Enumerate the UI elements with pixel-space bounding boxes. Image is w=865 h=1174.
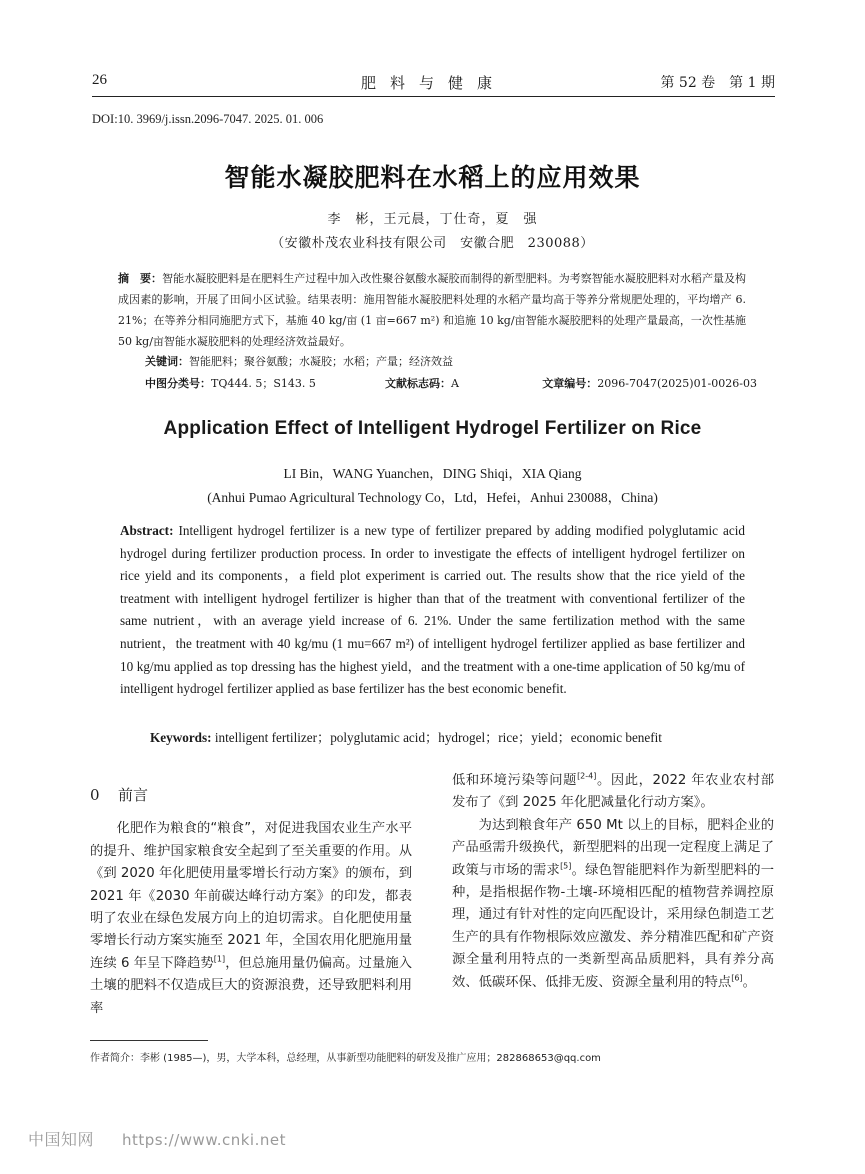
running-header [92, 72, 775, 94]
english-affiliation: (Anhui Pumao Agricultural Technology Co，Ltd，Hefei，Anhui 230088，China) [207, 490, 658, 505]
citation: [1] [213, 954, 226, 964]
watermark-url: https://www.cnki.net [122, 1131, 286, 1149]
chinese-title: 智能水凝胶肥料在水稻上的应用效果 [224, 163, 641, 192]
citation: [6] [731, 973, 743, 983]
watermark-name: 中国知网 [28, 1130, 95, 1149]
paragraph-text: ，但总施用量仍偏高。过量施入土壤的肥料不仅造成巨大的资源浪费，还导致肥料利用率 [90, 955, 412, 1016]
english-keywords-text: intelligent fertilizer；polyglutamic acid；hydrogel；rice；yield；economic benefit [214, 730, 662, 745]
section-number: 0 [90, 786, 100, 804]
clc-number [145, 375, 316, 391]
paragraph [452, 770, 774, 815]
chinese-keywords-label: 关键词： [145, 355, 189, 368]
chinese-abstract-text: 智能水凝胶肥料是在肥料生产过程中加入改性聚谷氨酸水凝胶而制得的新型肥料。为考察智能水凝胶肥料对水稻产量及构成因素的影响，开展了田间小区试验。结果表明：施用智能水凝胶肥料处理的水稻产量均高于等养分常规肥处理的，平均增产 6. 21%；在等养分相同施肥方式下，基施 40 kg/亩 (1 亩=667 m²) 和追施 10 kg/亩智能水凝胶肥料的处理产量最高，一次性基施 50 kg/亩智能水凝胶肥料的处理经济效益最好。 [118, 272, 747, 348]
doi: DOI:10. 3969/j.issn.2096-7047. 2025. 01. 006 [92, 112, 324, 126]
section-title: 前言 [118, 786, 149, 804]
classification-row [145, 375, 757, 391]
section-heading [90, 784, 412, 806]
chinese-keywords [145, 353, 745, 369]
paragraph-text: 。 [742, 974, 756, 990]
english-abstract [120, 520, 745, 701]
paragraph [90, 818, 412, 1020]
english-abstract-label: Abstract: [120, 523, 174, 538]
chinese-authors: 李 彬，王元晨，丁仕奇，夏 强 [327, 212, 538, 227]
citation: [2-4] [577, 771, 597, 781]
article-number-label: 文章编号： [542, 377, 598, 390]
author-footnote: 作者简介：李彬 (1985—)，男，大学本科，总经理，从事新型功能肥料的研发及推广应用；282868653@qq.com [90, 1053, 601, 1064]
paragraph-text: 。绿色智能肥料作为新型肥料的一种，是指根据作物-土壤-环境相匹配的植物营养调控原理，通过有针对性的定向匹配设计，采用绿色制造工艺生产的具有作物根际效应激发、养分精准匹配和矿产资源全量利用特点的一类新型高品质肥料，具有养分高效、低碳环保、低排无废、资源全量利用的特点 [452, 862, 775, 990]
citation: [5] [560, 861, 572, 871]
cnki-watermark [28, 1127, 286, 1150]
article-number-value: 2096-7047(2025)01-0026-03 [597, 377, 757, 390]
header-rule [92, 96, 775, 97]
journal-name: 肥料与健康 [360, 74, 506, 92]
document-code-value: A [451, 377, 459, 390]
paragraph [452, 815, 774, 994]
document-code-label: 文献标志码： [385, 377, 451, 390]
paragraph-text: 低和环境污染等问题 [452, 773, 578, 788]
paragraph-text: 。因此，2022 年农业农村部发布了《到 2025 年化肥减量化行动方案》。 [452, 773, 774, 811]
chinese-keywords-text: 智能肥料；聚谷氨酸；水凝胶；水稻；产量；经济效益 [189, 355, 453, 368]
english-title: Application Effect of Intelligent Hydrogel Fertilizer on Rice [163, 418, 702, 439]
clc-label: 中图分类号： [145, 377, 211, 390]
document-code [385, 375, 459, 391]
body-left-column [90, 784, 412, 1020]
chinese-abstract-label: 摘 要： [118, 272, 163, 285]
chinese-affiliation: （安徽朴茂农业科技有限公司 安徽合肥 230088） [271, 236, 594, 251]
clc-value: TQ444. 5；S143. 5 [211, 377, 316, 390]
paragraph-text: 化肥作为粮食的“粮食”，对促进我国农业生产水平的提升、维护国家粮食安全起到了至关重要的作用。从《到 2020 年化肥使用量零增长行动方案》的颁布，到 2021 年《2030 年前碳达峰行动方案》的印发，都表明了农业在绿色发展方向上的迫切需求。自化肥使用量零增长行动方案实施至 2021 年，全国农用化肥施用量连续 6 年呈下降趋势 [90, 821, 412, 971]
paragraph-text: 为达到粮食年产 650 Mt 以上的目标，肥料企业的产品亟需升级换代，新型肥料的出现一定程度上满足了政策与市场的需求 [452, 817, 774, 878]
footnote-rule [90, 1040, 208, 1041]
chinese-abstract [118, 268, 746, 352]
english-keywords [150, 727, 750, 746]
english-abstract-text: Intelligent hydrogel fertilizer is a new type of fertilizer prepared by adding modified polyglutamic acid hydrogel during fertilizer production process. In order to investigate the effects of intelligent hydrogel fertilizer on rice yield and its components，a field plot experiment is carried out. The results show that the rice yield of the treatment with intelligent hydrogel fertilizer is higher than that of the treatment with conventional fertilizer of the same nutrient，with an average yield increase of 6. 21%. Under the same fertilization method with the same nutrient，the treatment with 40 kg/mu (1 mu=667 m²) of intelligent hydrogel fertilizer applied as base fertilizer and 10 kg/mu applied as top dressing has the highest yield，and the treatment with a one-time application of 50 kg/mu of intelligent hydrogel fertilizer applied as base fertilizer has the best economic benefit. [120, 523, 745, 697]
volume-issue: 第 52 卷 第 1 期 [660, 75, 775, 91]
article-number [542, 375, 757, 391]
body-right-column [452, 770, 774, 994]
english-keywords-label: Keywords: [150, 730, 212, 745]
page-number: 26 [92, 72, 107, 88]
english-authors: LI Bin，WANG Yuanchen，DING Shiqi，XIA Qiang [283, 466, 582, 481]
